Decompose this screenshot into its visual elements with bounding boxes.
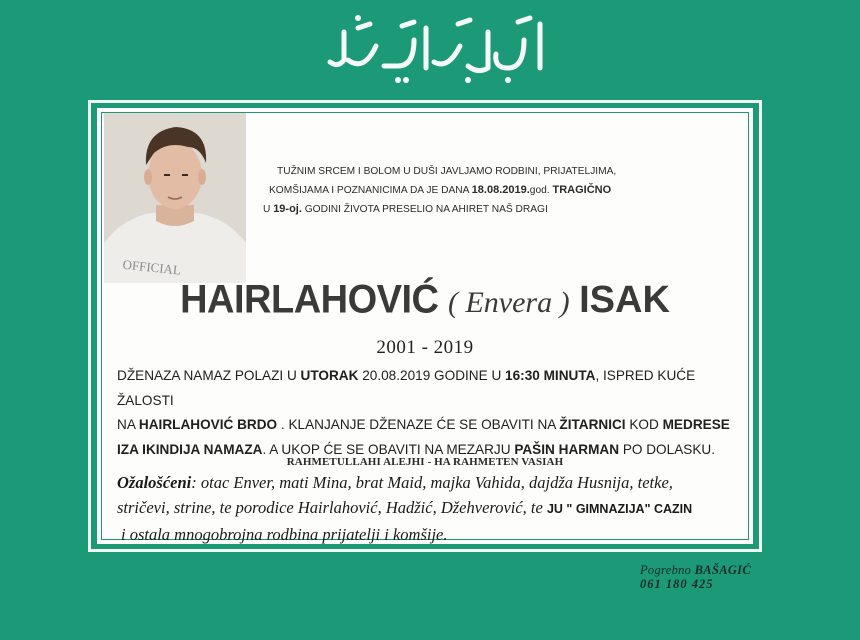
mosque: MEDRESE <box>662 417 730 432</box>
intro-line-3 <box>263 200 737 219</box>
mourners-text: : otac Enver, mati Mina, brat Maid, majka Vahida, dajdža Husnija, tetke, <box>191 473 673 492</box>
prayer-time: IZA IKINDIJA NAMAZA <box>117 441 263 457</box>
details-text: , ISPRED KUĆE ŽALOSTI <box>117 368 696 408</box>
arabic-calligraphy-header <box>318 10 558 90</box>
funeral-home-footer <box>640 563 751 591</box>
intro-line-2 <box>267 181 737 200</box>
funeral-time: 16:30 MINUTA <box>505 368 596 383</box>
details-text: DŽENAZA NAMAZ POLAZI U <box>117 368 301 383</box>
details-text: KOD <box>625 417 663 432</box>
mourners-text: stričevi, strine, te porodice Hairlahović, Hadžić, Džehverović, te <box>117 498 547 517</box>
intro-line-1: TUŽNIM SRCEM I BOLOM U DUŠI JAVLJAMO RODBINI, PRIJATELJIMA, <box>277 166 617 177</box>
school-name: JU " GIMNAZIJA" CAZIN <box>546 502 693 516</box>
announcement-intro <box>263 162 737 219</box>
age: 19-oj. <box>273 203 302 215</box>
mourners-list <box>117 470 747 547</box>
mourners-line-1 <box>117 470 747 495</box>
intro-text: U <box>263 204 274 215</box>
details-text: PO DOLASKU. <box>619 441 715 457</box>
funeral-home-name <box>640 563 751 577</box>
details-line-1 <box>117 364 737 413</box>
funeral-home-phone: 061 180 425 <box>640 577 714 591</box>
prayer-formula: RAHMETULLAHI ALEJHI - HA RAHMETEN VASIAH <box>286 456 564 468</box>
portrait-photo <box>104 113 246 283</box>
details-line-2 <box>117 413 737 438</box>
details-text: 20.08.2019 GODINE U <box>358 368 506 383</box>
svg-text:OFFICIAL: OFFICIAL <box>121 256 182 278</box>
funeral-details <box>117 364 737 462</box>
intro-tragic: TRAGIČNO <box>552 184 612 196</box>
details-text: . A UKOP ĆE SE OBAVITI NA MEZARJU <box>262 441 515 457</box>
funeral-home-prefix: Pogrebno <box>640 563 695 577</box>
life-years: 2001 - 2019 <box>376 337 474 358</box>
funeral-home-brand: BAŠAGIĆ <box>694 563 751 577</box>
surname: HAIRLAHOVIĆ <box>180 277 439 323</box>
death-date: 18.08.2019. <box>471 184 530 196</box>
mourners-label: Ožalošćeni <box>117 473 192 492</box>
intro-text: GODINI ŽIVOTA PRESELIO NA AHIRET NAŠ DRAGI <box>301 204 548 215</box>
details-text: . KLANJANJE DŽENAZE ĆE SE OBAVITI NA <box>277 417 560 432</box>
deceased-name <box>165 278 685 322</box>
funeral-day: UTORAK <box>300 368 359 383</box>
home-location: HAIRLAHOVIĆ BRDO <box>138 417 278 432</box>
given-name: ISAK <box>579 279 670 321</box>
father-name: ( Envera ) <box>447 286 570 319</box>
prayer-site: ŽITARNICI <box>559 417 626 432</box>
mourners-line-2 <box>117 495 747 522</box>
obituary-card <box>97 108 753 544</box>
details-text: NA <box>117 417 139 432</box>
intro-text: god. <box>529 185 553 196</box>
cemetery: PAŠIN HARMAN <box>514 441 620 457</box>
mourners-line-3: i ostala mnogobrojna rodbina prijatelji i komšije. <box>121 525 448 544</box>
intro-text: KOMŠIJAMA I POZNANICIMA DA JE DANA <box>269 185 472 196</box>
